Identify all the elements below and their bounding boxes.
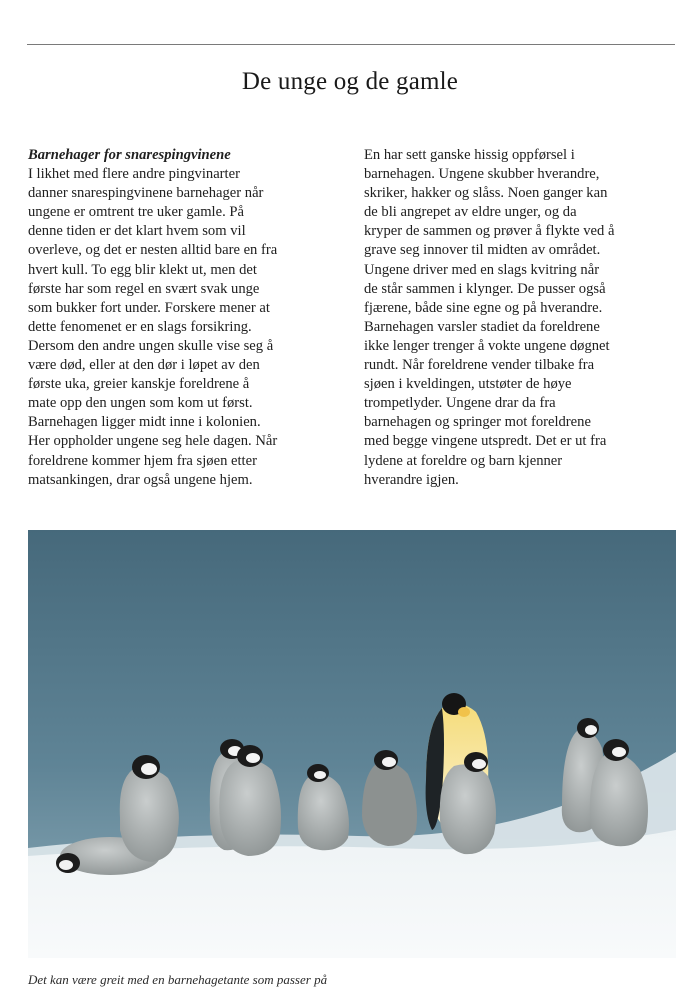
body-line: som bukker fort under. Forskere mener at <box>28 299 270 316</box>
article-column-left <box>28 146 346 490</box>
body-line: første uka, greier kanskje foreldrene å <box>28 376 250 393</box>
body-line: Her oppholder ungene seg hele dagen. Når <box>28 433 278 450</box>
penguin-photo-illustration <box>28 530 676 958</box>
top-rule <box>27 44 675 45</box>
body-line: Barnehagen varsler stadiet da foreldrene <box>364 318 600 335</box>
body-line: mate opp den ungen som kom ut først. <box>28 395 253 412</box>
body-line: de står sammen i klynger. De pusser også <box>364 280 606 297</box>
body-line: fjærene, både sine egne og på hverandre. <box>364 299 603 316</box>
body-line: lydene at foreldre og barn kjenner <box>364 452 563 469</box>
body-line: Barnehagen ligger midt inne i kolonien. <box>28 414 261 431</box>
body-line: sjøen i kveldingen, utstøter de høye <box>364 376 572 393</box>
penguin-photo <box>28 530 676 958</box>
body-line: hverandre igjen. <box>364 471 459 488</box>
body-line: trompetlyder. Ungene drar da fra <box>364 395 556 412</box>
body-line: dette fenomenet er en slags forsikring. <box>28 318 252 335</box>
body-line: kryper de sammen og prøver å flykte ved å <box>364 223 615 240</box>
photo-caption: Det kan være greit med en barnehagetante som passer på <box>28 972 328 987</box>
body-line: En har sett ganske hissig oppførsel i <box>364 147 575 163</box>
body-line: skriker, hakker og slåss. Noen ganger kan <box>364 185 608 202</box>
article-column-right <box>364 146 676 490</box>
body-line: de bli angrepet av eldre unger, og da <box>364 204 577 221</box>
body-line: hvert kull. To egg blir klekt ut, men det <box>28 261 257 278</box>
body-line: være død, eller at den dør i løpet av den <box>28 357 260 374</box>
body-line: barnehagen. Ungene skubber hverandre, <box>364 166 600 183</box>
body-line: Ungene driver med en slags kvitring når <box>364 261 600 278</box>
body-line: matsankingen, drar også ungene hjem. <box>28 471 253 488</box>
body-line: rundt. Når foreldrene vender tilbake fra <box>364 357 595 374</box>
body-line: foreldrene kommer hjem fra sjøen etter <box>28 452 257 469</box>
body-line: med begge vingene utspredt. Det er ut fra <box>364 433 607 450</box>
body-line: danner snarespingvinene barnehager når <box>28 185 264 202</box>
body-line: ikke lenger trenger å vokte ungene døgnet <box>364 337 610 354</box>
body-line: overleve, og det er nesten alltid bare en fra <box>28 242 278 259</box>
page-title: De unge og de gamle <box>241 68 459 95</box>
subheading: Barnehager for snarespingvinene <box>28 147 231 163</box>
body-line: ungene er omtrent tre uker gamle. På <box>28 204 244 221</box>
body-line: første har som regel en svært svak unge <box>28 280 260 297</box>
body-line: I likhet med flere andre pingvinarter <box>28 166 240 183</box>
body-line: grave seg innover til midten av området. <box>364 242 601 259</box>
body-line: Dersom den andre ungen skulle vise seg å <box>28 337 274 354</box>
body-line: barnehagen og springer mot foreldrene <box>364 414 591 431</box>
body-line: denne tiden er det klart hvem som vil <box>28 223 246 240</box>
